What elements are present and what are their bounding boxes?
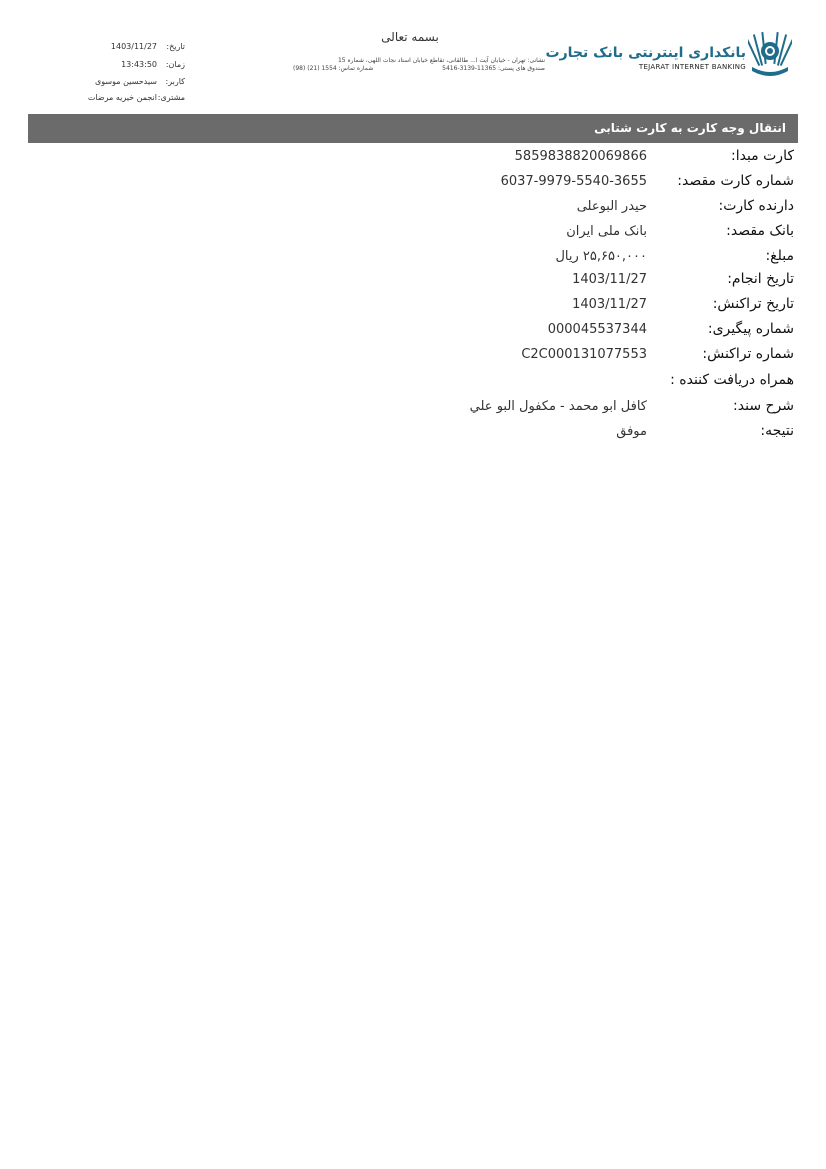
bismillah-heading: بسمه تعالی bbox=[381, 30, 439, 44]
field-transaction-date bbox=[28, 296, 794, 318]
meta-time-value: 13:43:50 bbox=[121, 60, 157, 69]
po-box: صندوق های پستی: 11365-3139-5416 bbox=[442, 65, 545, 72]
meta-user-value: سیدحسین موسوی bbox=[95, 77, 157, 86]
field-label: شماره پیگیری: bbox=[707, 321, 794, 337]
meta-date-value: 1403/11/27 bbox=[110, 42, 157, 51]
address-line: نشانی: تهران - خیابان آیت ا... طالقانی، تقاطع خیابان استاد نجات اللهی، شماره 15 bbox=[337, 57, 545, 64]
field-card-holder bbox=[28, 198, 794, 220]
field-value: 6037-9979-5540-3655 bbox=[500, 174, 647, 189]
meta-user-label: کاربر: bbox=[165, 77, 185, 86]
field-value: 5859838820069866 bbox=[514, 149, 647, 164]
field-tracking-number bbox=[28, 321, 794, 343]
bank-address bbox=[285, 57, 545, 73]
bank-logo-text bbox=[545, 45, 746, 71]
field-result bbox=[28, 423, 794, 445]
field-amount bbox=[28, 248, 794, 270]
field-label: شرح سند: bbox=[733, 398, 794, 414]
field-label: شماره کارت مقصد: bbox=[677, 173, 794, 189]
field-label: کارت مبدا: bbox=[731, 148, 794, 164]
field-value: كافل ابو محمد - مكفول البو علي bbox=[469, 399, 647, 414]
meta-date bbox=[60, 42, 185, 54]
field-label: نتیجه: bbox=[760, 423, 794, 439]
field-transaction-number bbox=[28, 346, 794, 368]
field-label: بانک مقصد: bbox=[726, 223, 794, 239]
field-label: همراه دریافت کننده : bbox=[670, 372, 794, 388]
field-value: C2C000131077553 bbox=[521, 347, 647, 362]
field-value: ۲۵,۶۵۰,۰۰۰ ریال bbox=[555, 249, 647, 264]
logo-english: TEJARAT INTERNET BANKING bbox=[638, 63, 746, 71]
field-value: 1403/11/27 bbox=[572, 297, 647, 312]
field-value: موفق bbox=[616, 424, 647, 439]
meta-user bbox=[60, 77, 185, 89]
receipt-title-bar bbox=[28, 114, 798, 143]
contact-line bbox=[285, 65, 545, 73]
field-destination-bank bbox=[28, 223, 794, 245]
field-label: دارنده کارت: bbox=[718, 198, 794, 214]
phone-number: شماره تماس: 1554 (21) (98) bbox=[293, 65, 374, 72]
field-value: بانک ملی ایران bbox=[566, 224, 647, 239]
field-destination-card bbox=[28, 173, 794, 195]
meta-date-label: تاریخ: bbox=[166, 42, 185, 51]
field-recipient-mobile bbox=[28, 372, 794, 394]
meta-time bbox=[60, 60, 185, 72]
field-label: تاریخ تراکنش: bbox=[712, 296, 794, 312]
field-execution-date bbox=[28, 271, 794, 293]
receipt-title: انتقال وجه کارت به کارت شتابی bbox=[594, 121, 786, 135]
tejarat-emblem-icon bbox=[748, 31, 792, 79]
field-description bbox=[28, 398, 794, 420]
field-value: حیدر البوعلی bbox=[576, 199, 647, 214]
field-value: 1403/11/27 bbox=[572, 272, 647, 287]
field-label: تاریخ انجام: bbox=[727, 271, 794, 287]
logo-persian: بانکداری اینترنتی بانک تجارت bbox=[545, 45, 746, 61]
field-label: مبلغ: bbox=[765, 248, 794, 264]
field-value: 000045537344 bbox=[547, 322, 647, 337]
meta-customer bbox=[60, 93, 185, 105]
field-source-card bbox=[28, 148, 794, 170]
meta-customer-label: مشتری: bbox=[157, 93, 185, 102]
field-label: شماره تراکنش: bbox=[702, 346, 794, 362]
meta-time-label: زمان: bbox=[165, 60, 185, 69]
meta-customer-value: انجمن خیریه مرضات bbox=[87, 93, 157, 102]
